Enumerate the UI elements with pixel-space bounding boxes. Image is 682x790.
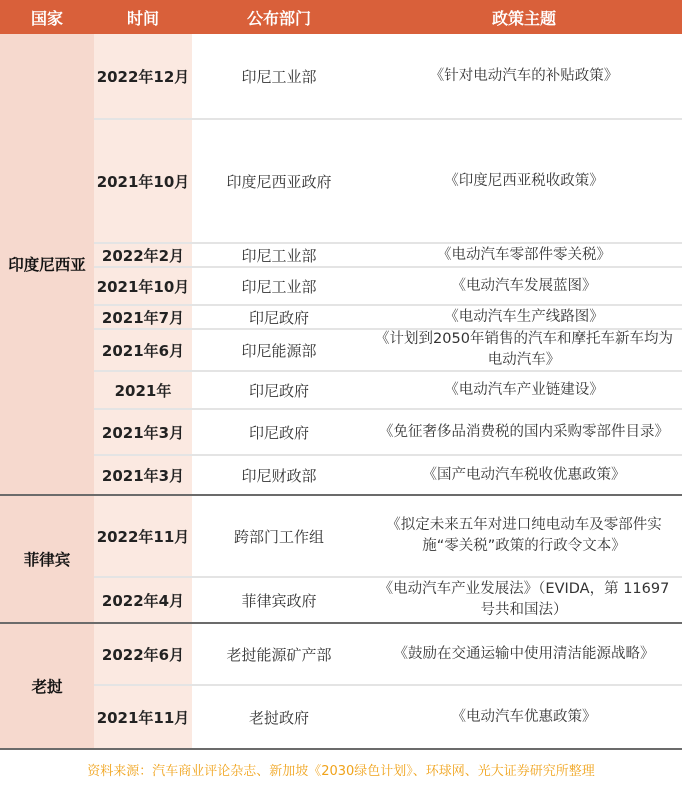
- topic-cell: 《印度尼西亚税收政策》: [444, 172, 604, 189]
- dept-cell: 老挝能源矿产部: [226, 645, 332, 664]
- table-row: [94, 120, 682, 244]
- topic-cell: 《拟定未来五年对进口纯电动车及零部件实施“零关税”政策的行政令文本》: [386, 517, 662, 554]
- country-cell-philippines: 菲律宾: [23, 551, 71, 569]
- table-row: [94, 624, 682, 686]
- time-cell: 2021年10月: [96, 277, 190, 296]
- dept-cell: 印尼政府: [248, 381, 309, 400]
- header-time: 时间: [126, 8, 159, 28]
- header-dept: 公布部门: [246, 8, 311, 28]
- time-cell: 2022年12月: [96, 67, 190, 86]
- table-row: [94, 330, 682, 372]
- table-row: [94, 306, 682, 330]
- dept-cell: 印尼政府: [248, 423, 309, 442]
- time-cell: 2021年: [114, 381, 172, 400]
- topic-cell: 《电动汽车产业链建设》: [444, 381, 604, 398]
- topic-cell: 《针对电动汽车的补贴政策》: [429, 67, 619, 84]
- time-cell: 2021年3月: [101, 423, 185, 442]
- table-row: [94, 244, 682, 268]
- table-header: [0, 0, 682, 34]
- time-cell: 2022年4月: [101, 591, 185, 610]
- dept-cell: 印度尼西亚政府: [226, 172, 332, 191]
- topic-cell: 《免征奢侈品消费税的国内采购零部件目录》: [379, 423, 669, 440]
- topic-cell: 《电动汽车发展蓝图》: [451, 277, 597, 294]
- time-cell: 2022年6月: [101, 645, 185, 664]
- header-topic: 政策主题: [491, 8, 556, 28]
- country-cell-indonesia: 印度尼西亚: [8, 256, 86, 274]
- dept-cell: 印尼能源部: [241, 341, 317, 360]
- time-cell: 2021年7月: [101, 308, 185, 327]
- dept-cell: 菲律宾政府: [241, 591, 317, 610]
- dept-cell: 跨部门工作组: [233, 527, 324, 546]
- time-cell: 2021年10月: [96, 172, 190, 191]
- topic-cell: 《鼓励在交通运输中使用清洁能源战略》: [393, 645, 655, 662]
- topic-cell: 《电动汽车生产线路图》: [444, 308, 604, 325]
- dept-cell: 印尼政府: [248, 308, 309, 327]
- table-bottom-line: [0, 748, 682, 750]
- dept-cell: 老挝政府: [248, 708, 309, 727]
- time-cell: 2021年11月: [96, 708, 190, 727]
- time-cell: 2022年11月: [96, 527, 190, 546]
- header-country: 国家: [30, 8, 63, 28]
- dept-cell: 印尼工业部: [241, 277, 317, 296]
- table-row: [94, 578, 682, 622]
- topic-cell: 《国产电动汽车税收优惠政策》: [422, 466, 626, 483]
- country-cell-laos: 老挝: [31, 678, 63, 696]
- time-cell: 2021年3月: [101, 466, 185, 485]
- table-row: [94, 268, 682, 306]
- topic-cell: 《电动汽车产业发展法》（EVIDA，第 11697 号共和国法）: [378, 581, 670, 618]
- source-note: 资料来源：汽车商业评论杂志、新加坡《2030绿色计划》、环球网、光大证券研究所整理: [87, 764, 595, 779]
- dept-cell: 印尼财政部: [241, 466, 317, 485]
- table-row: [94, 456, 682, 494]
- time-cell: 2021年6月: [101, 341, 185, 360]
- table-row: [94, 410, 682, 456]
- table-row: [94, 496, 682, 578]
- time-cell: 2022年2月: [101, 246, 185, 265]
- table-row: [94, 34, 682, 120]
- table-row: [94, 372, 682, 410]
- topic-cell: 《电动汽车零部件零关税》: [437, 246, 611, 263]
- topic-cell: 《电动汽车优惠政策》: [451, 708, 597, 725]
- table-row: [94, 686, 682, 748]
- dept-cell: 印尼工业部: [241, 67, 317, 86]
- dept-cell: 印尼工业部: [241, 246, 317, 265]
- topic-cell: 《计划到2050年销售的汽车和摩托车新车均为电动汽车》: [375, 331, 673, 368]
